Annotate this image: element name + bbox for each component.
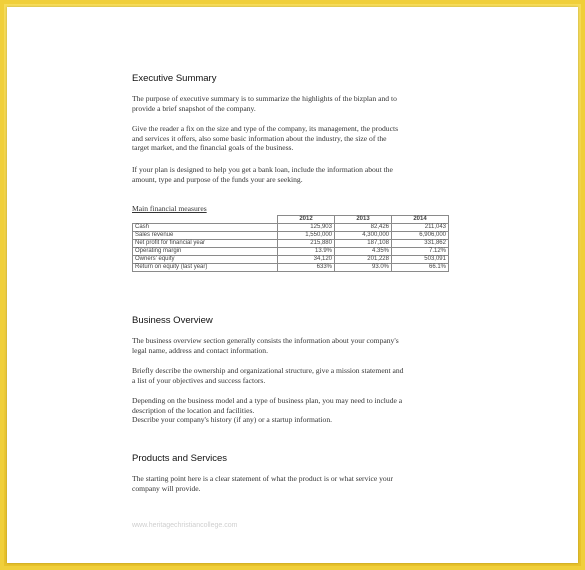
- products-services-heading: Products and Services: [132, 453, 228, 464]
- table-cell: 125,903: [278, 224, 335, 232]
- table-cell: 7.12%: [392, 248, 449, 256]
- year-header: 2013: [335, 216, 392, 224]
- table-cell: 93.0%: [335, 264, 392, 272]
- table-cell: 82,426: [335, 224, 392, 232]
- text-line: Describe your company's history (if any) or a startup information.: [132, 415, 333, 425]
- text-line: The starting point here is a clear statement of what the product is or what service your: [132, 474, 394, 483]
- overview-paragraph-3: [132, 396, 432, 425]
- text-line: amount, type and purpose of the funds your are seeking.: [132, 174, 303, 184]
- row-label: Cash: [133, 224, 278, 232]
- table-cell: 4,300,000: [335, 232, 392, 240]
- watermark-text: www.heritagechristiancollege.com: [132, 522, 238, 529]
- table-row: [133, 264, 449, 272]
- overview-paragraph-2: [132, 366, 432, 385]
- table-cell: 4.35%: [335, 248, 392, 256]
- text-line: target market, and the financial goals of the business.: [132, 143, 294, 153]
- overview-paragraph-1: [132, 336, 432, 355]
- table-cell: 6,906,000: [392, 232, 449, 240]
- table-cell: 13.9%: [278, 248, 335, 256]
- row-label: Operating margin: [133, 248, 278, 256]
- table-row: [133, 224, 449, 232]
- text-line: company will provide.: [132, 483, 201, 493]
- text-line: Give the reader a fix on the size and type of the company, its management, the products: [132, 124, 399, 133]
- document-page: [7, 7, 578, 563]
- text-line: Briefly describe the ownership and organizational structure, give a mission statement and: [132, 366, 404, 375]
- exec-paragraph-2: [132, 124, 432, 153]
- exec-paragraph-3: [132, 165, 432, 184]
- text-line: legal name, address and contact information.: [132, 345, 269, 355]
- table-cell: 1,550,000: [278, 232, 335, 240]
- exec-paragraph-1: [132, 94, 432, 113]
- table-row: [133, 240, 449, 248]
- text-line: description of the location and facilities.: [132, 405, 255, 415]
- row-label: Owners' equity: [133, 256, 278, 264]
- row-label: Return on equity (last year): [133, 264, 278, 272]
- products-paragraph-1: [132, 474, 432, 493]
- year-header: 2014: [392, 216, 449, 224]
- table-cell: 503,091: [392, 256, 449, 264]
- table-header-row: [133, 216, 449, 224]
- text-line: The purpose of executive summary is to summarize the highlights of the bizplan and to: [132, 94, 397, 103]
- table-cell: 211,043: [392, 224, 449, 232]
- table-cell: 66.1%: [392, 264, 449, 272]
- row-label: Net profit for financial year: [133, 240, 278, 248]
- text-line: and services it offers, also some basic information about the industry, the size of the: [132, 133, 387, 143]
- financial-measures-table: [132, 215, 449, 272]
- business-overview-heading: Business Overview: [132, 315, 213, 326]
- table-cell: 187,108: [335, 240, 392, 248]
- text-line: If your plan is designed to help you get a bank loan, include the information about the: [132, 165, 393, 174]
- table-cell: 215,880: [278, 240, 335, 248]
- text-line: The business overview section generally consists the information about your company's: [132, 336, 399, 345]
- text-line: provide a brief snapshot of the company.: [132, 103, 256, 113]
- text-line: a list of your objectives and success factors.: [132, 375, 266, 385]
- table-row: [133, 248, 449, 256]
- year-header: 2012: [278, 216, 335, 224]
- table-cell: 201,228: [335, 256, 392, 264]
- table-corner-cell: [133, 216, 278, 224]
- row-label: Sales revenue: [133, 232, 278, 240]
- table-cell: 331,862: [392, 240, 449, 248]
- text-line: Depending on the business model and a type of business plan, you may need to include a: [132, 396, 403, 405]
- table-row: [133, 232, 449, 240]
- table-cell: 34,120: [278, 256, 335, 264]
- executive-summary-heading: Executive Summary: [132, 73, 217, 84]
- table-row: [133, 256, 449, 264]
- table-cell: 633%: [278, 264, 335, 272]
- financial-table-title: Main financial measures: [132, 204, 207, 213]
